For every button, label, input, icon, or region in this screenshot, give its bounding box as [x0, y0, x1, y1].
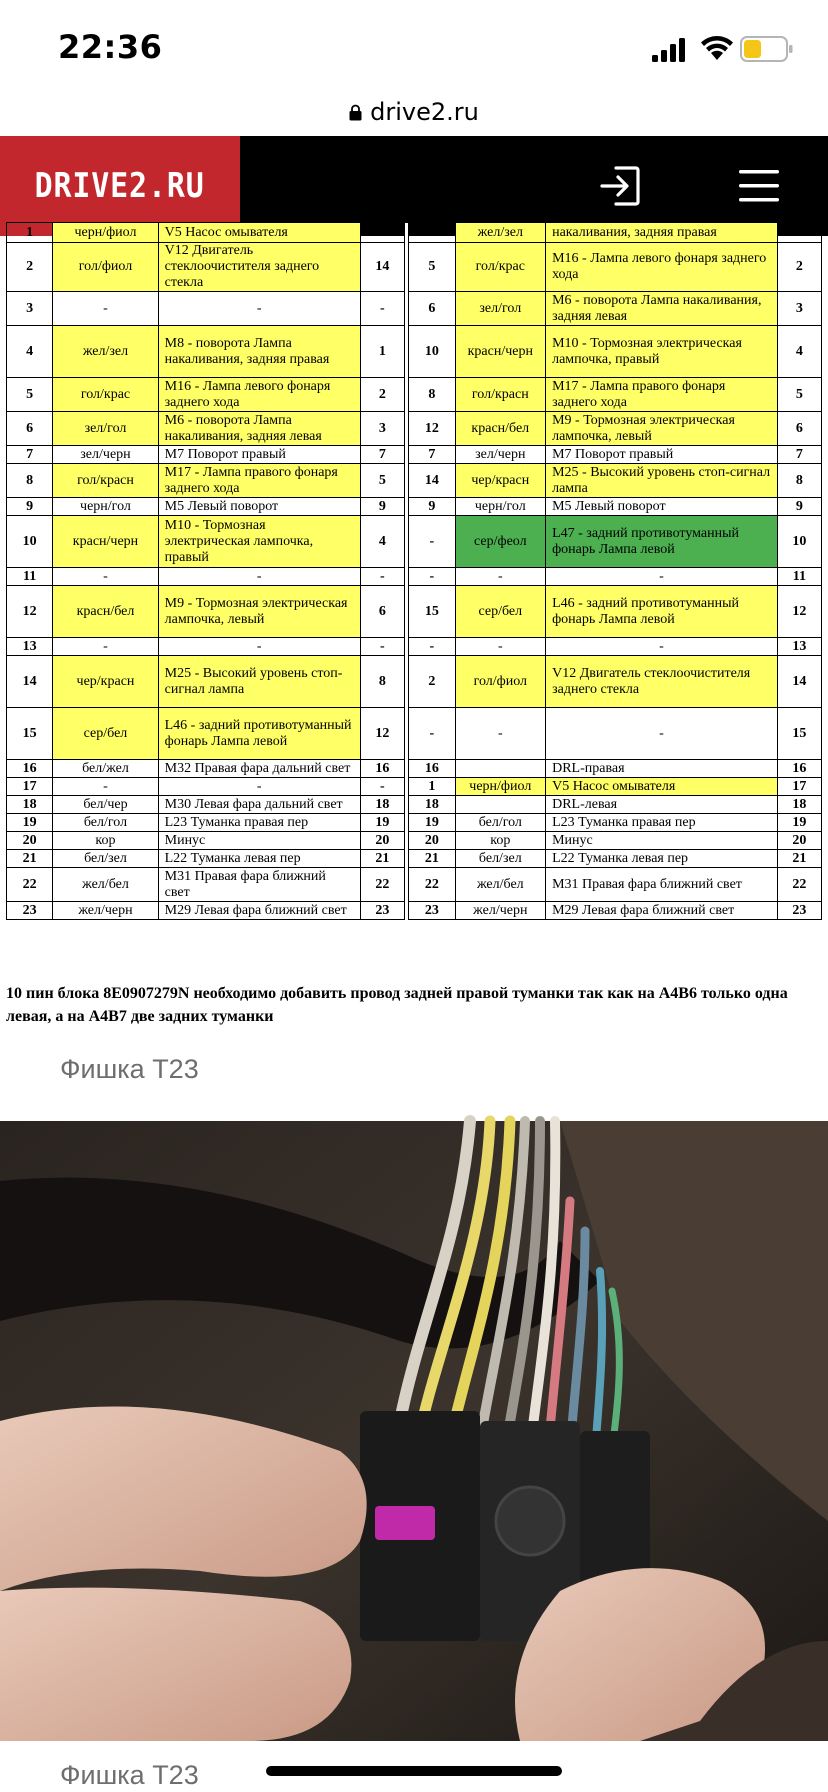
circuit-description-left: M25 - Высокий уровень стоп-сигнал лампа [158, 656, 360, 708]
circuit-description-right: Минус [546, 832, 778, 850]
mapped-pin-right: 18 [777, 796, 821, 814]
mapped-pin-left: 16 [360, 760, 404, 778]
wire-color-left: кор [53, 832, 158, 850]
circuit-description-left: Минус [158, 832, 360, 850]
circuit-description-left: M9 - Тормозная электрическая лампочка, левый [158, 586, 360, 638]
wire-color-right: бел/гол [455, 814, 546, 832]
pin-number-right: 21 [409, 850, 455, 868]
mapped-pin-left: 12 [360, 708, 404, 760]
pin-number-right: 8 [409, 378, 455, 412]
mapped-pin-left: 1 [360, 326, 404, 378]
circuit-description-right: M5 Левый поворот [546, 498, 778, 516]
photo-caption-2: Фишка T23 [60, 1760, 199, 1790]
address-bar[interactable] [0, 88, 828, 136]
mapped-pin-left: 8 [360, 656, 404, 708]
mapped-pin-right: 8 [777, 464, 821, 498]
mapped-pin-left: 7 [360, 446, 404, 464]
circuit-description-left: M31 Правая фара ближний свет [158, 868, 360, 902]
mapped-pin-left: 5 [360, 464, 404, 498]
lock-icon [349, 104, 362, 121]
pin-number-right: - [409, 708, 455, 760]
wire-color-left: чер/красн [53, 656, 158, 708]
wire-color-right: бел/зел [455, 850, 546, 868]
wire-color-left: бел/чер [53, 796, 158, 814]
table-row [7, 446, 822, 464]
mapped-pin-right: 21 [777, 850, 821, 868]
wire-color-right: гол/фиол [455, 656, 546, 708]
status-bar [0, 0, 828, 92]
wire-color-left: черн/фиол [53, 223, 158, 243]
wire-color-left: гол/красн [53, 464, 158, 498]
mapped-pin-right: 15 [777, 708, 821, 760]
table-row [7, 498, 822, 516]
circuit-description-right: M29 Левая фара ближний свет [546, 902, 778, 920]
mapped-pin-left: 6 [360, 586, 404, 638]
wire-color-right: - [455, 638, 546, 656]
mapped-pin-right: 3 [777, 292, 821, 326]
mapped-pin-right: 7 [777, 446, 821, 464]
table-row [7, 326, 822, 378]
mapped-pin-right: 10 [777, 516, 821, 568]
wire-color-right: черн/фиол [455, 778, 546, 796]
circuit-description-left: V5 Насос омывателя [158, 223, 360, 243]
circuit-description-right: DRL-левая [546, 796, 778, 814]
mapped-pin-right: 23 [777, 902, 821, 920]
table-row [7, 832, 822, 850]
url-text: drive2.ru [370, 98, 479, 126]
pin-number-right: - [409, 516, 455, 568]
pin-number-left: 16 [7, 760, 53, 778]
wire-color-left: черн/гол [53, 498, 158, 516]
status-time: 22:36 [58, 28, 163, 66]
wire-color-left: бел/зел [53, 850, 158, 868]
table-row [7, 223, 822, 243]
mapped-pin-right: 16 [777, 760, 821, 778]
wire-color-left: бел/гол [53, 814, 158, 832]
table-row [7, 638, 822, 656]
pin-number-left: 12 [7, 586, 53, 638]
mapped-pin-left: 23 [360, 902, 404, 920]
mapped-pin-right: 20 [777, 832, 821, 850]
wire-color-left: зел/гол [53, 412, 158, 446]
pin-number-left: 8 [7, 464, 53, 498]
mapped-pin-right: 11 [777, 568, 821, 586]
circuit-description-right: M17 - Лампа правого фонаря заднего хода [546, 378, 778, 412]
wire-color-left: жел/бел [53, 868, 158, 902]
circuit-description-left: M5 Левый поворот [158, 498, 360, 516]
circuit-description-right: L23 Туманка правая пер [546, 814, 778, 832]
mapped-pin-right: 1 [777, 223, 821, 243]
table-row [7, 796, 822, 814]
pin-number-left: 15 [7, 708, 53, 760]
mapped-pin-left: 9 [360, 498, 404, 516]
pin-number-right: 1 [409, 778, 455, 796]
signal-icon [652, 38, 688, 62]
circuit-description-right: L47 - задний противотуманный фонарь Лампа левой [546, 516, 778, 568]
mapped-pin-right: 12 [777, 586, 821, 638]
pin-number-right: - [409, 638, 455, 656]
circuit-description-left: M6 - поворота Лампа накаливания, задняя левая [158, 412, 360, 446]
mapped-pin-left: 14 [360, 243, 404, 292]
wiring-note: 10 пин блока 8E0907279N необходимо добавить провод задней правой туманки так как на A4B6 только одна левая, а на A4B7 две задних туманки [6, 985, 788, 1025]
circuit-description-left: M17 - Лампа правого фонаря заднего хода [158, 464, 360, 498]
pin-number-right: 10 [409, 326, 455, 378]
pin-number-left: 9 [7, 498, 53, 516]
mapped-pin-right: 5 [777, 378, 821, 412]
wire-color-left: зел/черн [53, 446, 158, 464]
mapped-pin-left: - [360, 292, 404, 326]
pin-number-left: 6 [7, 412, 53, 446]
pin-number-left: 17 [7, 778, 53, 796]
pin-number-right: 6 [409, 292, 455, 326]
pin-number-right: 12 [409, 412, 455, 446]
circuit-description-right: DRL-правая [546, 760, 778, 778]
mapped-pin-right: 4 [777, 326, 821, 378]
circuit-description-left: M30 Левая фара дальний свет [158, 796, 360, 814]
pin-number-right: 4 [409, 223, 455, 243]
wire-color-right: жел/черн [455, 902, 546, 920]
wire-color-right: гол/красн [455, 378, 546, 412]
circuit-description-left: M7 Поворот правый [158, 446, 360, 464]
wire-color-right: жел/зел [455, 223, 546, 243]
mapped-pin-left: 3 [360, 412, 404, 446]
mapped-pin-left: 18 [360, 796, 404, 814]
mapped-pin-right: 14 [777, 656, 821, 708]
circuit-description-left: - [158, 568, 360, 586]
wire-color-left: красн/черн [53, 516, 158, 568]
logo-text: DRIVE2.RU [34, 166, 206, 206]
pin-number-right: 7 [409, 446, 455, 464]
circuit-description-right: M7 Поворот правый [546, 446, 778, 464]
mapped-pin-left: 4 [360, 516, 404, 568]
circuit-description-left: M8 - поворота Лампа накаливания, задняя правая [158, 326, 360, 378]
pin-number-right: 22 [409, 868, 455, 902]
circuit-description-right: - [546, 708, 778, 760]
circuit-description-left: M32 Правая фара дальний свет [158, 760, 360, 778]
table-row [7, 708, 822, 760]
circuit-description-left: - [158, 638, 360, 656]
wire-color-left: - [53, 778, 158, 796]
battery-icon [740, 36, 794, 62]
circuit-description-right: V12 Двигатель стеклоочистителя заднего стекла [546, 656, 778, 708]
pin-number-right: 23 [409, 902, 455, 920]
wire-color-right [455, 796, 546, 814]
wire-color-right: жел/бел [455, 868, 546, 902]
wire-color-right: - [455, 708, 546, 760]
circuit-description-left: - [158, 778, 360, 796]
wire-color-right: кор [455, 832, 546, 850]
pin-number-right: - [409, 568, 455, 586]
menu-icon[interactable] [736, 166, 782, 206]
mapped-pin-left: 2 [360, 378, 404, 412]
pin-number-left: 19 [7, 814, 53, 832]
wire-color-right: чер/красн [455, 464, 546, 498]
mapped-pin-right: 9 [777, 498, 821, 516]
pin-number-left: 18 [7, 796, 53, 814]
circuit-description-left: M10 - Тормозная электрическая лампочка, правый [158, 516, 360, 568]
wire-color-right: сер/феол [455, 516, 546, 568]
table-row [7, 814, 822, 832]
table-row [7, 412, 822, 446]
mapped-pin-left: 19 [360, 814, 404, 832]
mapped-pin-right: 19 [777, 814, 821, 832]
wire-color-left: - [53, 638, 158, 656]
table-row [7, 850, 822, 868]
wire-color-right: зел/черн [455, 446, 546, 464]
pin-number-right: 2 [409, 656, 455, 708]
mapped-pin-right: 2 [777, 243, 821, 292]
table-row [7, 292, 822, 326]
circuit-description-right: - [546, 568, 778, 586]
wiring-table-image [0, 224, 828, 1025]
wire-color-right: сер/бел [455, 586, 546, 638]
table-row [7, 868, 822, 902]
circuit-description-left: V12 Двигатель стеклоочистителя заднего стекла [158, 243, 360, 292]
circuit-description-right: накаливания, задняя правая [546, 223, 778, 243]
wire-color-left: - [53, 292, 158, 326]
mapped-pin-left: 17 [360, 223, 404, 243]
pin-number-right: 5 [409, 243, 455, 292]
wire-color-right: черн/гол [455, 498, 546, 516]
mapped-pin-left: - [360, 778, 404, 796]
pin-number-right: 19 [409, 814, 455, 832]
circuit-description-right: L46 - задний противотуманный фонарь Лампа левой [546, 586, 778, 638]
circuit-description-right: - [546, 638, 778, 656]
connector-photo [0, 1121, 828, 1741]
table-row [7, 586, 822, 638]
pin-number-left: 1 [7, 223, 53, 243]
table-row [7, 243, 822, 292]
pin-number-right: 14 [409, 464, 455, 498]
pin-number-left: 22 [7, 868, 53, 902]
pin-number-right: 20 [409, 832, 455, 850]
circuit-description-right: V5 Насос омывателя [546, 778, 778, 796]
circuit-description-left: L46 - задний противотуманный фонарь Лампа левой [158, 708, 360, 760]
circuit-description-right: M10 - Тормозная электрическая лампочка, правый [546, 326, 778, 378]
circuit-description-left: - [158, 292, 360, 326]
wire-color-right [455, 760, 546, 778]
pin-number-left: 20 [7, 832, 53, 850]
wifi-icon [700, 34, 734, 62]
pin-number-left: 10 [7, 516, 53, 568]
circuit-description-right: L22 Туманка левая пер [546, 850, 778, 868]
pin-number-left: 13 [7, 638, 53, 656]
pin-number-right: 9 [409, 498, 455, 516]
table-row [7, 760, 822, 778]
circuit-description-right: M25 - Высокий уровень стоп-сигнал лампа [546, 464, 778, 498]
table-row [7, 378, 822, 412]
site-logo[interactable] [0, 136, 240, 236]
wiring-table [6, 222, 822, 920]
mapped-pin-left: 22 [360, 868, 404, 902]
mapped-pin-left: - [360, 568, 404, 586]
wire-color-left: жел/зел [53, 326, 158, 378]
circuit-description-right: M9 - Тормозная электрическая лампочка, левый [546, 412, 778, 446]
wire-color-right: - [455, 568, 546, 586]
wire-color-right: зел/гол [455, 292, 546, 326]
pin-number-left: 21 [7, 850, 53, 868]
pin-number-right: 16 [409, 760, 455, 778]
pin-number-left: 14 [7, 656, 53, 708]
circuit-description-right: M16 - Лампа левого фонаря заднего хода [546, 243, 778, 292]
wire-color-left: гол/крас [53, 378, 158, 412]
mapped-pin-right: 17 [777, 778, 821, 796]
circuit-description-left: L23 Туманка правая пер [158, 814, 360, 832]
mapped-pin-right: 6 [777, 412, 821, 446]
pin-number-right: 15 [409, 586, 455, 638]
wire-color-left: жел/черн [53, 902, 158, 920]
site-header [0, 136, 828, 236]
mapped-pin-right: 22 [777, 868, 821, 902]
photo-caption: Фишка T23 [60, 1054, 199, 1084]
table-row [7, 516, 822, 568]
wire-color-left: красн/бел [53, 586, 158, 638]
wire-color-right: красн/черн [455, 326, 546, 378]
table-row [7, 464, 822, 498]
circuit-description-left: L22 Туманка левая пер [158, 850, 360, 868]
table-row [7, 902, 822, 920]
table-row [7, 656, 822, 708]
wire-color-left: гол/фиол [53, 243, 158, 292]
circuit-description-right: M6 - поворота Лампа накаливания, задняя левая [546, 292, 778, 326]
wire-color-left: сер/бел [53, 708, 158, 760]
pin-number-left: 2 [7, 243, 53, 292]
pin-number-left: 3 [7, 292, 53, 326]
wire-color-left: - [53, 568, 158, 586]
pin-number-right: 18 [409, 796, 455, 814]
login-icon[interactable] [598, 164, 642, 208]
table-row [7, 568, 822, 586]
mapped-pin-left: - [360, 638, 404, 656]
mapped-pin-left: 20 [360, 832, 404, 850]
pin-number-left: 4 [7, 326, 53, 378]
pin-number-left: 5 [7, 378, 53, 412]
pin-number-left: 11 [7, 568, 53, 586]
mapped-pin-right: 13 [777, 638, 821, 656]
home-indicator[interactable] [266, 1766, 562, 1776]
circuit-description-left: M29 Левая фара ближний свет [158, 902, 360, 920]
pin-number-left: 7 [7, 446, 53, 464]
circuit-description-right: M31 Правая фара ближний свет [546, 868, 778, 902]
wire-color-right: гол/крас [455, 243, 546, 292]
circuit-description-left: M16 - Лампа левого фонаря заднего хода [158, 378, 360, 412]
table-row [7, 778, 822, 796]
pin-number-left: 23 [7, 902, 53, 920]
mapped-pin-left: 21 [360, 850, 404, 868]
wire-color-left: бел/жел [53, 760, 158, 778]
wire-color-right: красн/бел [455, 412, 546, 446]
